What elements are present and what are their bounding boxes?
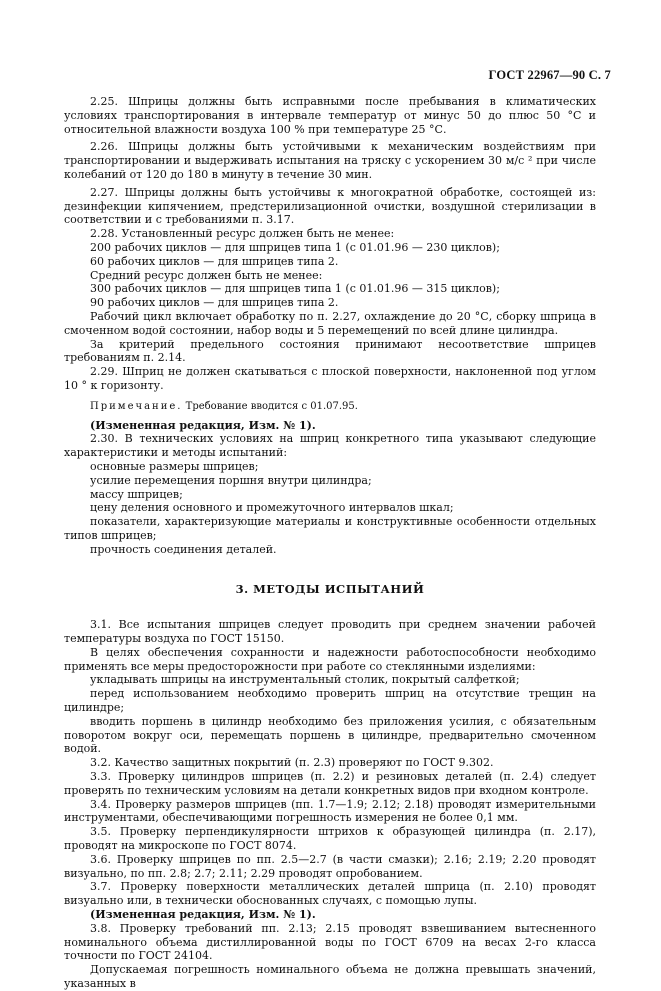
list-item: вводить поршень в цилиндр необходимо без приложения усилия, с обязательным поворотом вокруг оси, перемещать поршень в цилиндре, предварительно смоченном водой. [64, 714, 596, 756]
note-label: Примечание. [90, 400, 183, 412]
paragraph-3-4: 3.4. Проверку размеров шприцев (пп. 1.7—1.9; 2.12; 2.18) проводят измерительными инструментами, обеспечивающими погрешность измерения не более 0,1 мм. [64, 797, 596, 825]
list-item: прочность соединения деталей. [90, 542, 277, 556]
paragraph-2-28: 2.28. Установленный ресурс должен быть не менее: [90, 227, 395, 241]
list-item: массу шприцев; [90, 487, 183, 501]
paragraph-tolerance: Допускаемая погрешность номинального объема не должна превышать значений, указанных в [64, 963, 596, 991]
edition-note: (Измененная редакция, Изм. № 1). [90, 418, 316, 432]
paragraph-2-25: 2.25. Шприцы должны быть исправными после пребывания в климатических условиях транспортирования в интервале температур от минус 50 до плюс 50 °С и относительной влажности воздуха 100 % при температуре 25 °С. [64, 95, 596, 136]
list-item: 60 рабочих циклов — для шприцев типа 2. [90, 254, 339, 268]
paragraph-average-resource: Средний ресурс должен быть не менее: [90, 268, 323, 282]
section-title: 3. МЕТОДЫ ИСПЫТАНИЙ [235, 581, 425, 596]
paragraph-work-cycle: Рабочий цикл включает обработку по п. 2.27, охлаждение до 20 °С, сборку шприца в смоченном водой состоянии, набор воды и 5 перемещений по всей длине цилиндра. [64, 309, 596, 337]
list-item: основные размеры шприцев; [90, 459, 259, 473]
list-item: 300 рабочих циклов — для шприцев типа 1 (с 01.01.96 — 315 циклов); [90, 282, 500, 296]
paragraph-2-26: 2.26. Шприцы должны быть устойчивыми к механическим воздействиям при транспортировании и выдерживать испытания на тряску с ускорением 30 м/с ² при числе колебаний от 120 до 180 в минуту в течение 30 мин. [64, 140, 596, 181]
paragraph-3-2: 3.2. Качество защитных покрытий (п. 2.3) проверяют по ГОСТ 9.302. [90, 756, 494, 770]
list-item: укладывать шприцы на инструментальный столик, покрытый салфеткой; [90, 673, 520, 687]
paragraph-3-6: 3.6. Проверку шприцев по пп. 2.5—2.7 (в части смазки); 2.16; 2.19; 2.20 проводят визуально, по пп. 2.8; 2.7; 2.11; 2.29 проводят опробованием. [64, 852, 596, 880]
note [64, 400, 596, 414]
list-item: цену деления основного и промежуточного интервалов шкал; [90, 501, 454, 515]
paragraph-limit-state: За критерий предельного состояния принимают несоответствие шприцев требованиям п. 2.14. [64, 337, 596, 365]
list-item: усилие перемещения поршня внутри цилиндра; [90, 473, 372, 487]
page-header: ГОСТ 22967—90 С. 7 [488, 68, 611, 82]
paragraph-3-8: 3.8. Проверку требований пп. 2.13; 2.15 проводят взвешиванием вытесненного номинального объема дистиллированной воды по ГОСТ 6709 на весах 2-го класса точности по ГОСТ 24104. [64, 921, 596, 963]
paragraph-3-7: 3.7. Проверку поверхности металлических деталей шприца (п. 2.10) проводят визуально или, в технически обоснованных случаях, с помощью лупы. [64, 880, 596, 908]
document-body [64, 95, 596, 991]
edition-note: (Измененная редакция, Изм. № 1). [90, 908, 316, 922]
note-text: Требование вводится с 01.07.95. [185, 400, 358, 412]
paragraph-2-30: 2.30. В технических условиях на шприц конкретного типа указывают следующие характеристики и методы испытаний: [64, 432, 596, 460]
paragraph-3-3: 3.3. Проверку цилиндров шприцев (п. 2.2) и резиновых деталей (п. 2.4) следует проверять по техническим условиям на детали конкретных видов при входном контроле. [64, 770, 596, 797]
paragraph-2-27: 2.27. Шприцы должны быть устойчивы к многократной обработке, состоящей из: дезинфекции кипячением, предстерилизационной очистки, воздушной стерилизации в соответствии и с требованиями п. 3.17. [64, 185, 596, 227]
paragraph-3-5: 3.5. Проверку перпендикулярности штрихов к образующей цилиндра (п. 2.17), проводят на микроскопе по ГОСТ 8074. [64, 825, 596, 853]
paragraph-3-1: 3.1. Все испытания шприцев следует проводить при среднем значении рабочей температуры воздуха по ГОСТ 15150. [64, 618, 596, 646]
paragraph-precautions: В целях обеспечения сохранности и надежности работоспособности необходимо применять все меры предосторожности при работе со стеклянными изделиями: [64, 645, 596, 673]
list-item: 200 рабочих циклов — для шприцев типа 1 (с 01.01.96 — 230 циклов); [90, 240, 500, 254]
list-item: показатели, характеризующие материалы и конструктивные особенности отдельных типов шприцев; [64, 515, 596, 542]
list-item: перед использованием необходимо проверить шприц на отсутствие трещин на цилиндре; [64, 687, 596, 715]
paragraph-2-29: 2.29. Шприц не должен скатываться с плоской поверхности, наклоненной под углом 10 ° к горизонту. [64, 365, 596, 392]
list-item: 90 рабочих циклов — для шприцев типа 2. [90, 296, 339, 310]
